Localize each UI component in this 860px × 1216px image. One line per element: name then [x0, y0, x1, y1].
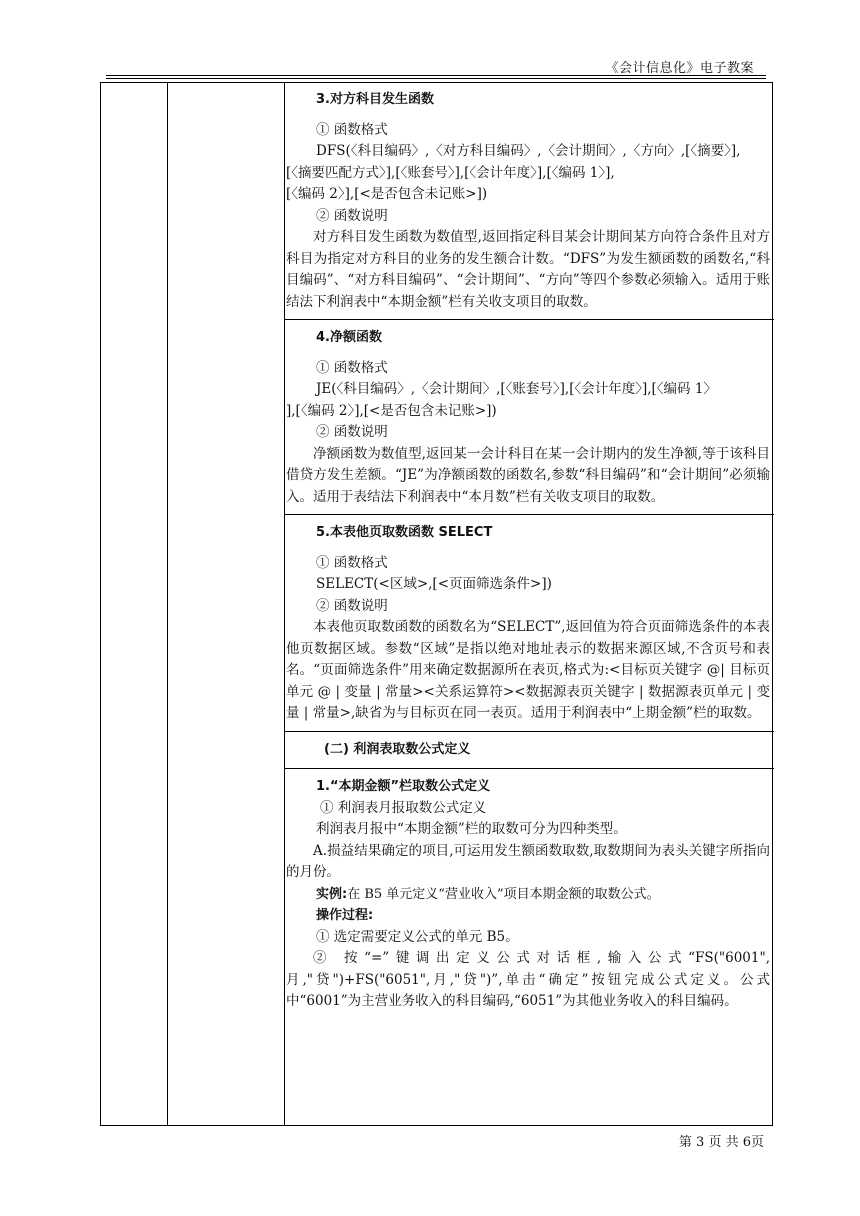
section-current-amount: [286, 769, 770, 1019]
format-label: ① 函数格式: [316, 121, 388, 138]
description-text: 净额函数为数值型,返回某一会计科目在某一会计期内的发生净额,等于该科目借贷方发生差额。“JE”为净额函数的函数名,参数“科目编码”和“会计期间”必须输入。适用于表结法下利润表中“本月数”栏有关收支项目的取数。: [286, 445, 770, 505]
description-label: ② 函数说明: [316, 207, 388, 224]
lesson-table: [100, 82, 773, 1126]
format-line: DFS(〈科目编码〉,〈对方科目编码〉,〈会计期间〉,〈方向〉,[〈摘要〉],: [316, 143, 741, 159]
header-rule-top: [106, 75, 766, 76]
step-text: ① 选定需要定义公式的单元 B5。: [316, 928, 519, 945]
description-label: ② 函数说明: [316, 424, 388, 440]
section-income-statement-heading: [284, 732, 774, 770]
section-heading: 5.本表他页取数函数 SELECT: [316, 525, 493, 540]
format-label: ① 函数格式: [316, 359, 388, 376]
content-column: [286, 89, 770, 1019]
step-text: ② 按“=”键调出定义公式对话框,输入公式“FS("6001",月,"贷")+FS("6051",月,"贷")”,单击“确定”按钮完成公式定义。公式中“6001”为主营业务收入的科目编码,“6051”为其他业务收入的科目编码。: [286, 950, 770, 1009]
section-select-function: [284, 515, 774, 732]
description-text: 对方科目发生函数为数值型,返回指定科目某会计期间某方向符合条件且对方科目为指定对方科目的业务的发生额合计数。“DFS”为发生额函数的函数名,“科目编码”、“对方科目编码”、“会计期间”、“方向”等四个参数必须输入。适用于账结法下利润表中“本期金额”栏有关收支项目的取数。: [286, 229, 770, 310]
description-text: 本表他页取数函数的函数名为“SELECT”,返回值为符合页面筛选条件的本表他页数据区域。参数“区域”是指以绝对地址表示的数据来源区域,不含页号和表名。“页面筛选条件”用来确定数据源所在表页,格式为:<目标页关键字 @| 目标页单元 @ | 变量 | 常量><关系运算符><数据源表页关键字 | 数据源表页单元 | 变量 | 常量>,缺省为与目标页在同一表页。适用于利润表中“上期金额”栏的取数。: [286, 619, 770, 721]
format-line: [〈编码 2〉],[<是否包含未记账>]): [286, 186, 488, 202]
operation-label: 操作过程:: [316, 908, 374, 923]
format-line: JE(〈科目编码〉,〈会计期间〉,[〈账套号〉],[〈会计年度〉],[〈编码 1〉: [316, 381, 717, 397]
example-line: [316, 884, 770, 906]
example-label: 实例:: [316, 886, 348, 902]
section-heading: 4.净额函数: [316, 330, 382, 345]
format-line: [〈摘要匹配方式〉],[〈账套号〉],[〈会计年度〉],[〈编码 1〉],: [286, 164, 615, 181]
page-number: 第 3 页 共 6页: [678, 1135, 764, 1150]
section-je-function: [284, 320, 774, 515]
description-label: ② 函数说明: [316, 597, 388, 614]
format-line: SELECT(<区域>,[<页面筛选条件>]): [316, 576, 552, 592]
section-dfs-function: [284, 89, 774, 320]
document-header-title: 《会计信息化》电子教案: [605, 61, 754, 76]
header-rule-bottom: [106, 78, 766, 79]
format-label: ① 函数格式: [316, 554, 388, 571]
column-divider-1: [167, 83, 168, 1125]
item-label: ① 利润表月报取数公式定义: [320, 799, 487, 816]
example-text: 在 B5 单元定义“营业收入”项目本期金额的取数公式。: [347, 886, 660, 902]
section-heading: (二) 利润表取数公式定义: [324, 741, 471, 757]
section-heading: 3.对方科目发生函数: [316, 92, 434, 107]
format-line: ],[〈编码 2〉],[<是否包含未记账>]): [286, 402, 497, 419]
body-text: A.损益结果确定的项目,可运用发生额函数取数,取数期间为表头关键字所指向的月份。: [286, 842, 770, 880]
body-text: 利润表月报中“本期金额”栏的取数可分为四种类型。: [316, 821, 627, 837]
sub-heading: 1.“本期金额”栏取数公式定义: [316, 779, 491, 794]
